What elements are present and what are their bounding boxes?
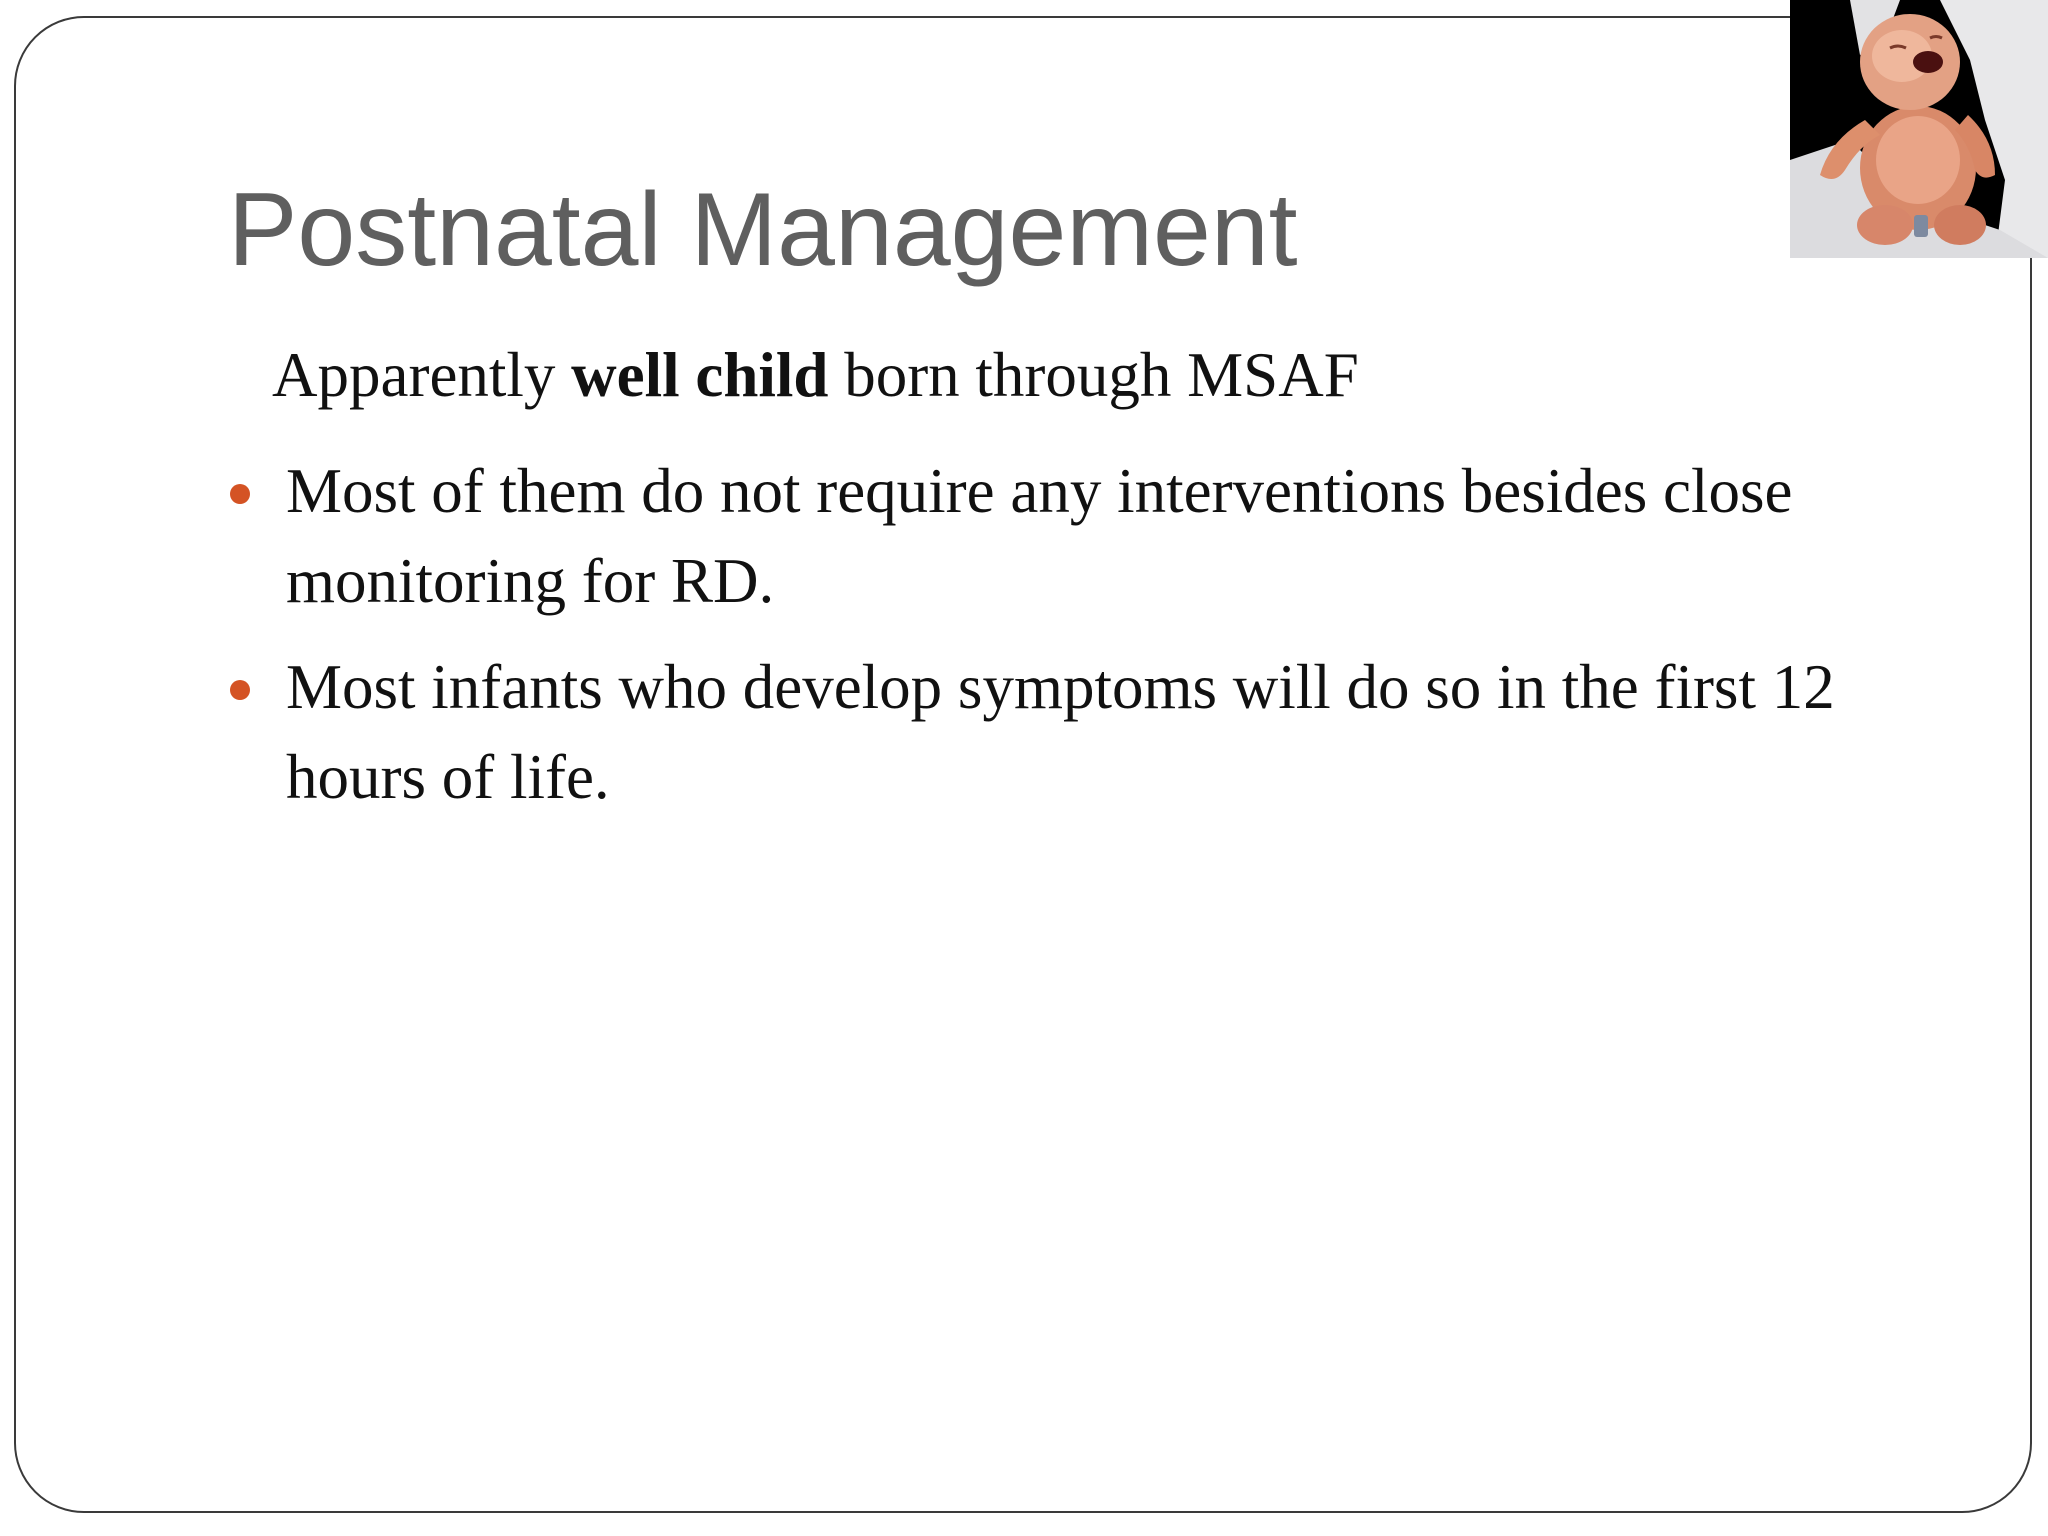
intro-line xyxy=(272,338,1359,414)
intro-text-before: Apparently xyxy=(272,340,572,410)
bullet-item xyxy=(228,642,1928,822)
intro-text-bold: well child xyxy=(571,340,829,410)
intro-text-after: born through MSAF xyxy=(828,340,1359,410)
bullet-text: Most of them do not require any interventions besides close monitoring for RD. xyxy=(286,456,1793,616)
newborn-baby-photo xyxy=(1790,0,2048,258)
bullet-dot-icon xyxy=(230,680,250,700)
bullet-dot-icon xyxy=(230,484,250,504)
slide-title: Postnatal Management xyxy=(228,172,1298,288)
newborn-baby-illustration xyxy=(1790,0,2048,258)
bullet-item xyxy=(228,446,1928,626)
bullet-list xyxy=(228,446,1928,838)
bullet-text: Most infants who develop symptoms will do so in the first 12 hours of life. xyxy=(286,652,1835,812)
